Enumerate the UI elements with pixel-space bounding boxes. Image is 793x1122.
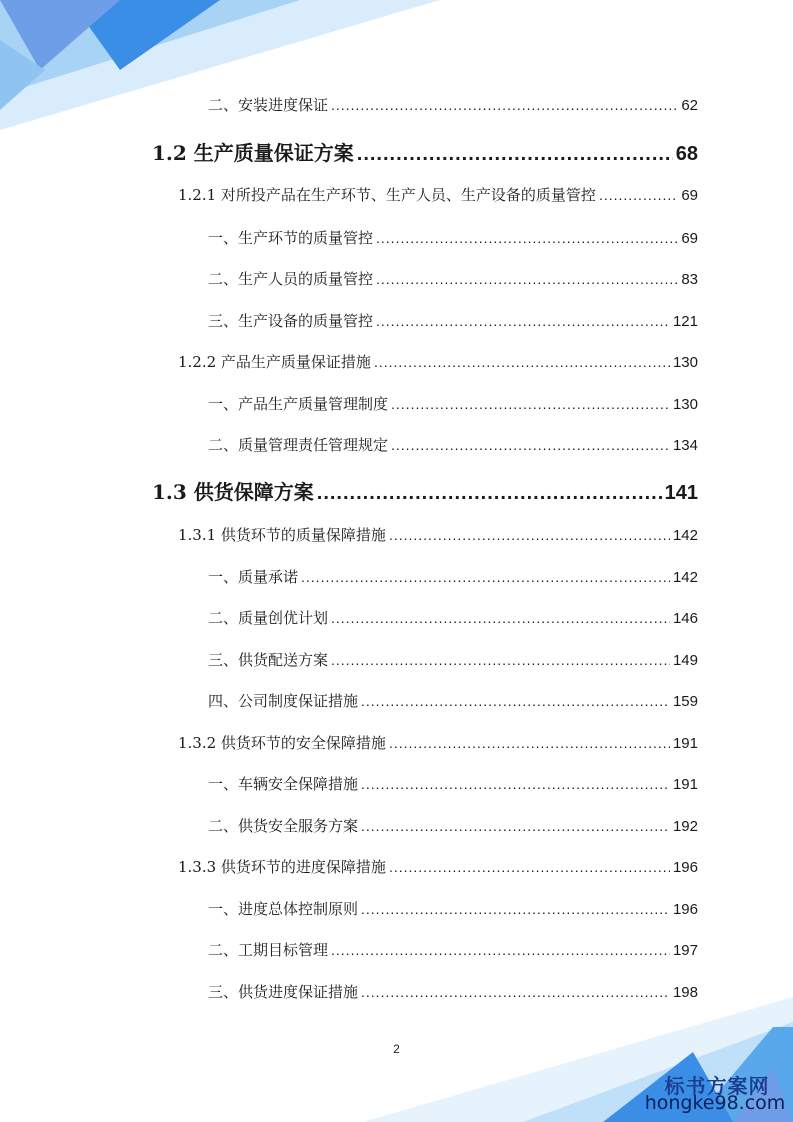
- toc-entry[interactable]: [178, 351, 698, 372]
- toc-entry-page: 69: [681, 230, 698, 247]
- toc-entry-page: 192: [672, 818, 698, 835]
- toc-entry-page: 62: [681, 97, 698, 114]
- toc-entry-title: 1.3 供货保障方案: [152, 480, 314, 504]
- toc-entry[interactable]: [178, 184, 698, 205]
- toc-leader-dots: [389, 859, 670, 875]
- toc-leader-dots: [361, 818, 670, 834]
- toc-entry-title: 一、车辆安全保障措施: [208, 775, 359, 793]
- toc-entry-page: 146: [672, 610, 698, 627]
- toc-entry[interactable]: [208, 898, 698, 919]
- toc-entry-title: 1.3.3 供货环节的进度保障措施: [178, 858, 386, 876]
- toc-entry[interactable]: [208, 773, 698, 794]
- toc-leader-dots: [389, 735, 670, 751]
- toc-leader-dots: [374, 354, 670, 370]
- toc-leader-dots: [361, 901, 670, 917]
- toc-entry-page: 130: [672, 396, 698, 413]
- toc-entry-title: 二、安装进度保证: [208, 96, 329, 114]
- toc-entry-title: 二、质量管理责任管理规定: [208, 436, 389, 454]
- toc-entry-title: 二、生产人员的质量管控: [208, 270, 374, 288]
- toc-leader-dots: [599, 187, 678, 203]
- page-number: 2: [393, 1042, 400, 1056]
- toc-leader-dots: [376, 271, 678, 287]
- toc-entry-page: 68: [675, 143, 698, 165]
- toc-entry[interactable]: [208, 981, 698, 1002]
- watermark-site: hongke98.com: [644, 1092, 786, 1114]
- toc-entry-title: 三、供货配送方案: [208, 651, 329, 669]
- toc-entry-page: 196: [672, 901, 698, 918]
- toc-entry-page: 198: [672, 984, 698, 1001]
- toc-leader-dots: [331, 610, 670, 626]
- toc-entry-title: 二、质量创优计划: [208, 609, 329, 627]
- toc-entry[interactable]: [208, 649, 698, 670]
- toc-leader-dots: [361, 693, 670, 709]
- toc-entry[interactable]: [178, 732, 698, 753]
- toc-leader-dots: [376, 313, 670, 329]
- toc-entry-page: 121: [672, 313, 698, 330]
- toc-entry[interactable]: [208, 94, 698, 115]
- toc-entry-page: 142: [672, 527, 698, 544]
- toc-entry-title: 二、供货安全服务方案: [208, 817, 359, 835]
- toc-entry[interactable]: [208, 690, 698, 711]
- toc-leader-dots: [361, 776, 670, 792]
- toc-entry[interactable]: [208, 268, 698, 289]
- toc-entry[interactable]: [208, 566, 698, 587]
- toc-entry[interactable]: [208, 227, 698, 248]
- toc-entry-title: 三、生产设备的质量管控: [208, 312, 374, 330]
- toc-entry[interactable]: [208, 310, 698, 331]
- toc-leader-dots: [389, 527, 670, 543]
- toc-entry-page: 134: [672, 437, 698, 454]
- toc-entry-page: 197: [672, 942, 698, 959]
- toc-leader-dots: [376, 230, 678, 246]
- toc-entry-page: 141: [664, 482, 698, 504]
- toc-entry-title: 1.3.1 供货环节的质量保障措施: [178, 526, 386, 544]
- toc-entry[interactable]: [208, 434, 698, 455]
- toc-entry-title: 一、产品生产质量管理制度: [208, 395, 389, 413]
- toc-entry[interactable]: [152, 476, 698, 505]
- toc-leader-dots: [391, 437, 670, 453]
- toc-entry-title: 1.2.2 产品生产质量保证措施: [178, 353, 371, 371]
- toc-entry[interactable]: [208, 939, 698, 960]
- toc-entry-page: 191: [672, 776, 698, 793]
- toc-entry[interactable]: [208, 815, 698, 836]
- toc-entry-page: 83: [681, 271, 698, 288]
- toc-entry-page: 69: [681, 187, 698, 204]
- toc-entry-page: 191: [672, 735, 698, 752]
- toc-entry[interactable]: [178, 524, 698, 545]
- toc-entry-title: 一、进度总体控制原则: [208, 900, 359, 918]
- toc-entry-title: 1.3.2 供货环节的安全保障措施: [178, 734, 386, 752]
- watermark-name: 标书方案网: [664, 1074, 770, 1098]
- toc-entry-title: 1.2 生产质量保证方案: [152, 141, 354, 165]
- toc-leader-dots: [357, 143, 673, 166]
- toc-entry[interactable]: [208, 393, 698, 414]
- toc-entry-page: 159: [672, 693, 698, 710]
- toc-entry-page: 196: [672, 859, 698, 876]
- toc-entry-page: 149: [672, 652, 698, 669]
- toc-entry-title: 一、质量承诺: [208, 568, 299, 586]
- toc-entry[interactable]: [178, 856, 698, 877]
- toc-entry[interactable]: [152, 137, 698, 166]
- toc-entry-page: 130: [672, 354, 698, 371]
- toc-entry-title: 三、供货进度保证措施: [208, 983, 359, 1001]
- toc-entry-title: 1.2.1 对所投产品在生产环节、生产人员、生产设备的质量管控: [178, 186, 596, 204]
- toc-entry-title: 二、工期目标管理: [208, 941, 329, 959]
- toc-entry-title: 一、生产环节的质量管控: [208, 229, 374, 247]
- toc-entry-page: 142: [672, 569, 698, 586]
- toc-leader-dots: [331, 652, 670, 668]
- toc-entry[interactable]: [208, 607, 698, 628]
- toc-leader-dots: [301, 569, 670, 585]
- toc-leader-dots: [331, 97, 678, 113]
- toc-leader-dots: [361, 984, 670, 1000]
- toc-leader-dots: [391, 396, 670, 412]
- toc-leader-dots: [331, 942, 670, 958]
- toc-entry-title: 四、公司制度保证措施: [208, 692, 359, 710]
- toc-leader-dots: [317, 482, 662, 505]
